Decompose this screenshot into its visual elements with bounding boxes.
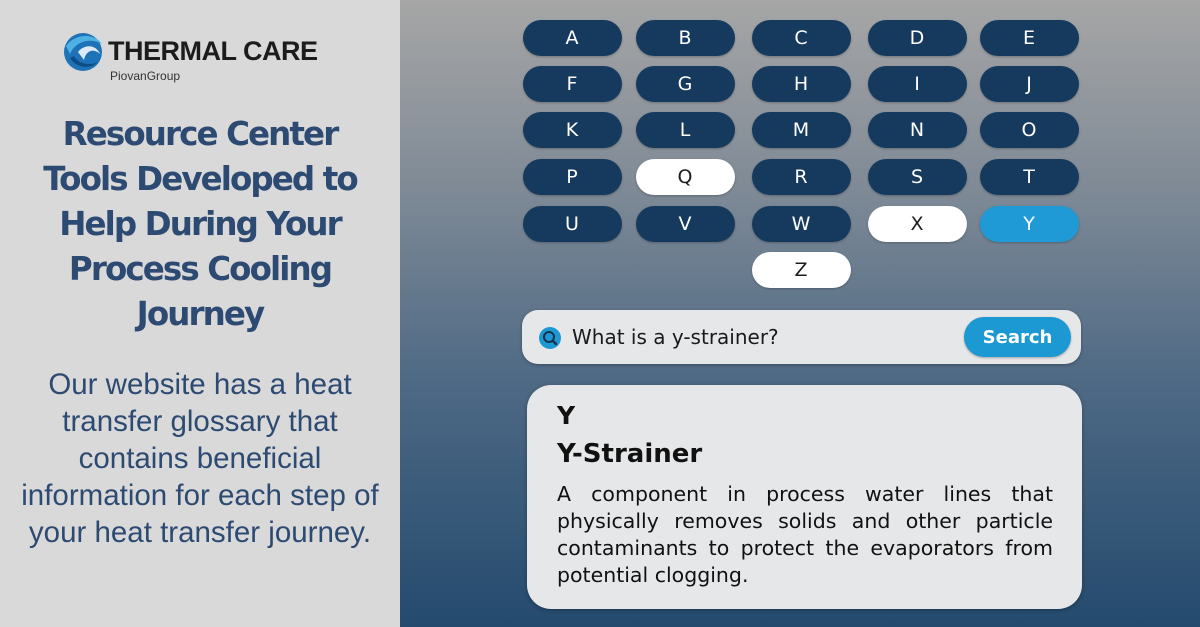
letter-key-t[interactable]: T (980, 159, 1079, 195)
left-panel (0, 0, 400, 627)
letter-key-m[interactable]: M (752, 112, 851, 148)
search-bar (522, 310, 1081, 364)
letter-key-i[interactable]: I (868, 66, 967, 102)
letter-key-b[interactable]: B (636, 20, 735, 56)
letter-key-n[interactable]: N (868, 112, 967, 148)
glossary-result-card (527, 385, 1082, 609)
letter-key-j[interactable]: J (980, 66, 1079, 102)
letter-key-z[interactable]: Z (752, 252, 851, 288)
brand-name: THERMAL CARE (108, 36, 318, 66)
letter-key-u[interactable]: U (523, 206, 622, 242)
description-text: Our website has a heat transfer glossary that contains beneficial information for each step of your heat transfer journey. (21, 368, 379, 549)
letter-key-v[interactable]: V (636, 206, 735, 242)
letter-key-r[interactable]: R (752, 159, 851, 195)
search-icon (538, 326, 562, 350)
letter-key-k[interactable]: K (523, 112, 622, 148)
thermal-care-logo-icon (60, 28, 106, 74)
letter-key-a[interactable]: A (523, 20, 622, 56)
letter-key-s[interactable]: S (868, 159, 967, 195)
letter-key-d[interactable]: D (868, 20, 967, 56)
result-letter: Y (557, 401, 576, 430)
letter-key-e[interactable]: E (980, 20, 1079, 56)
letter-key-l[interactable]: L (636, 112, 735, 148)
letter-key-y[interactable]: Y (980, 206, 1079, 242)
letter-key-c[interactable]: C (752, 20, 851, 56)
result-term: Y-Strainer (557, 439, 703, 469)
result-definition: A component in process water lines that physically removes solids and other particle contaminants to protect the evaporators from potential clogging. (557, 482, 1053, 587)
brand-logo (60, 28, 360, 88)
letter-key-o[interactable]: O (980, 112, 1079, 148)
brand-subtitle: PiovanGroup (110, 69, 181, 83)
letter-key-q[interactable]: Q (636, 159, 735, 195)
letter-key-g[interactable]: G (636, 66, 735, 102)
page-title: Resource Center Tools Developed to Help During Your Process Cooling Journey (43, 115, 357, 333)
letter-key-x[interactable]: X (868, 206, 967, 242)
letter-key-h[interactable]: H (752, 66, 851, 102)
search-input[interactable] (572, 322, 952, 352)
letter-key-w[interactable]: W (752, 206, 851, 242)
letter-key-f[interactable]: F (523, 66, 622, 102)
search-button[interactable]: Search (964, 317, 1071, 357)
letter-key-p[interactable]: P (523, 159, 622, 195)
